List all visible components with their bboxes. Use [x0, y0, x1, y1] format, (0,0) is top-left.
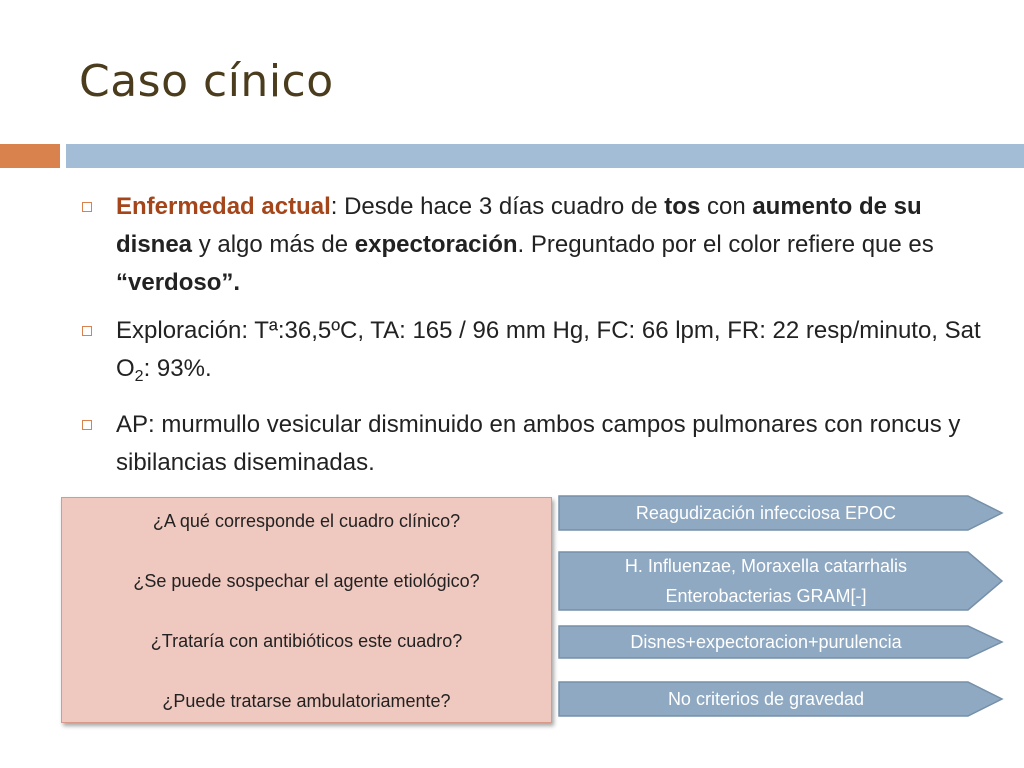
bullet-list: [82, 188, 982, 492]
answer-4-line-1: No criterios de gravedad: [667, 689, 865, 709]
bullet-enfermedad-actual: [82, 188, 982, 302]
title-divider-bar: [66, 144, 1024, 168]
answer-1-line-1: Reagudización infecciosa EPOC: [635, 503, 897, 523]
bullet-label: Enfermedad actual: [116, 193, 331, 220]
subscript: 2: [134, 368, 144, 385]
bullet-ap: [82, 406, 982, 482]
square-bullet-icon: [82, 202, 92, 212]
emphasis-disnea: aumento de su disnea: [116, 193, 922, 258]
emphasis-expectoracion: expectoración: [354, 231, 518, 258]
answer-arrow-2: [558, 551, 1004, 611]
slide-title: Caso cínico: [79, 56, 334, 107]
bullet-exploracion: [82, 312, 982, 396]
answer-2-line-1: H. Influenzae, Moraxella catarrhalis: [624, 556, 908, 576]
questions-box: [61, 497, 552, 723]
answer-2-line-2: Enterobacterias GRAM[-]: [665, 586, 867, 606]
bullet-text: : 93%.: [143, 355, 212, 382]
bullet-text: : Desde hace 3 días cuadro de: [330, 193, 665, 220]
square-bullet-icon: [82, 326, 92, 336]
question-4: ¿Puede tratarse ambulatoriamente?: [162, 691, 451, 711]
bullet-text: AP: murmullo vesicular disminuido en ambos campos pulmonares con roncus y sibilancias diseminadas.: [116, 411, 961, 476]
answer-3-line-1: Disnes+expectoracion+purulencia: [630, 632, 902, 652]
question-1: ¿A qué corresponde el cuadro clínico?: [152, 511, 461, 531]
answer-arrow-1: [558, 495, 1004, 531]
emphasis-tos: tos: [664, 193, 701, 220]
bullet-text: y algo más de: [192, 231, 355, 258]
bullet-text: . Preguntado por el color refiere que es: [517, 231, 934, 258]
answer-arrow-4: [558, 681, 1004, 717]
emphasis-verdoso: “verdoso”.: [116, 269, 241, 296]
title-accent-bar: [0, 144, 60, 168]
question-3: ¿Trataría con antibióticos este cuadro?: [150, 631, 463, 651]
answer-arrow-3: [558, 625, 1004, 659]
bullet-text: Exploración: Tª:36,5ºC, TA: 165 / 96 mm Hg, FC: 66 lpm, FR: 22 resp/minuto, Sat O: [116, 317, 981, 382]
square-bullet-icon: [82, 420, 92, 430]
bullet-text: con: [700, 193, 753, 220]
question-2: ¿Se puede sospechar el agente etiológico?: [133, 571, 480, 591]
